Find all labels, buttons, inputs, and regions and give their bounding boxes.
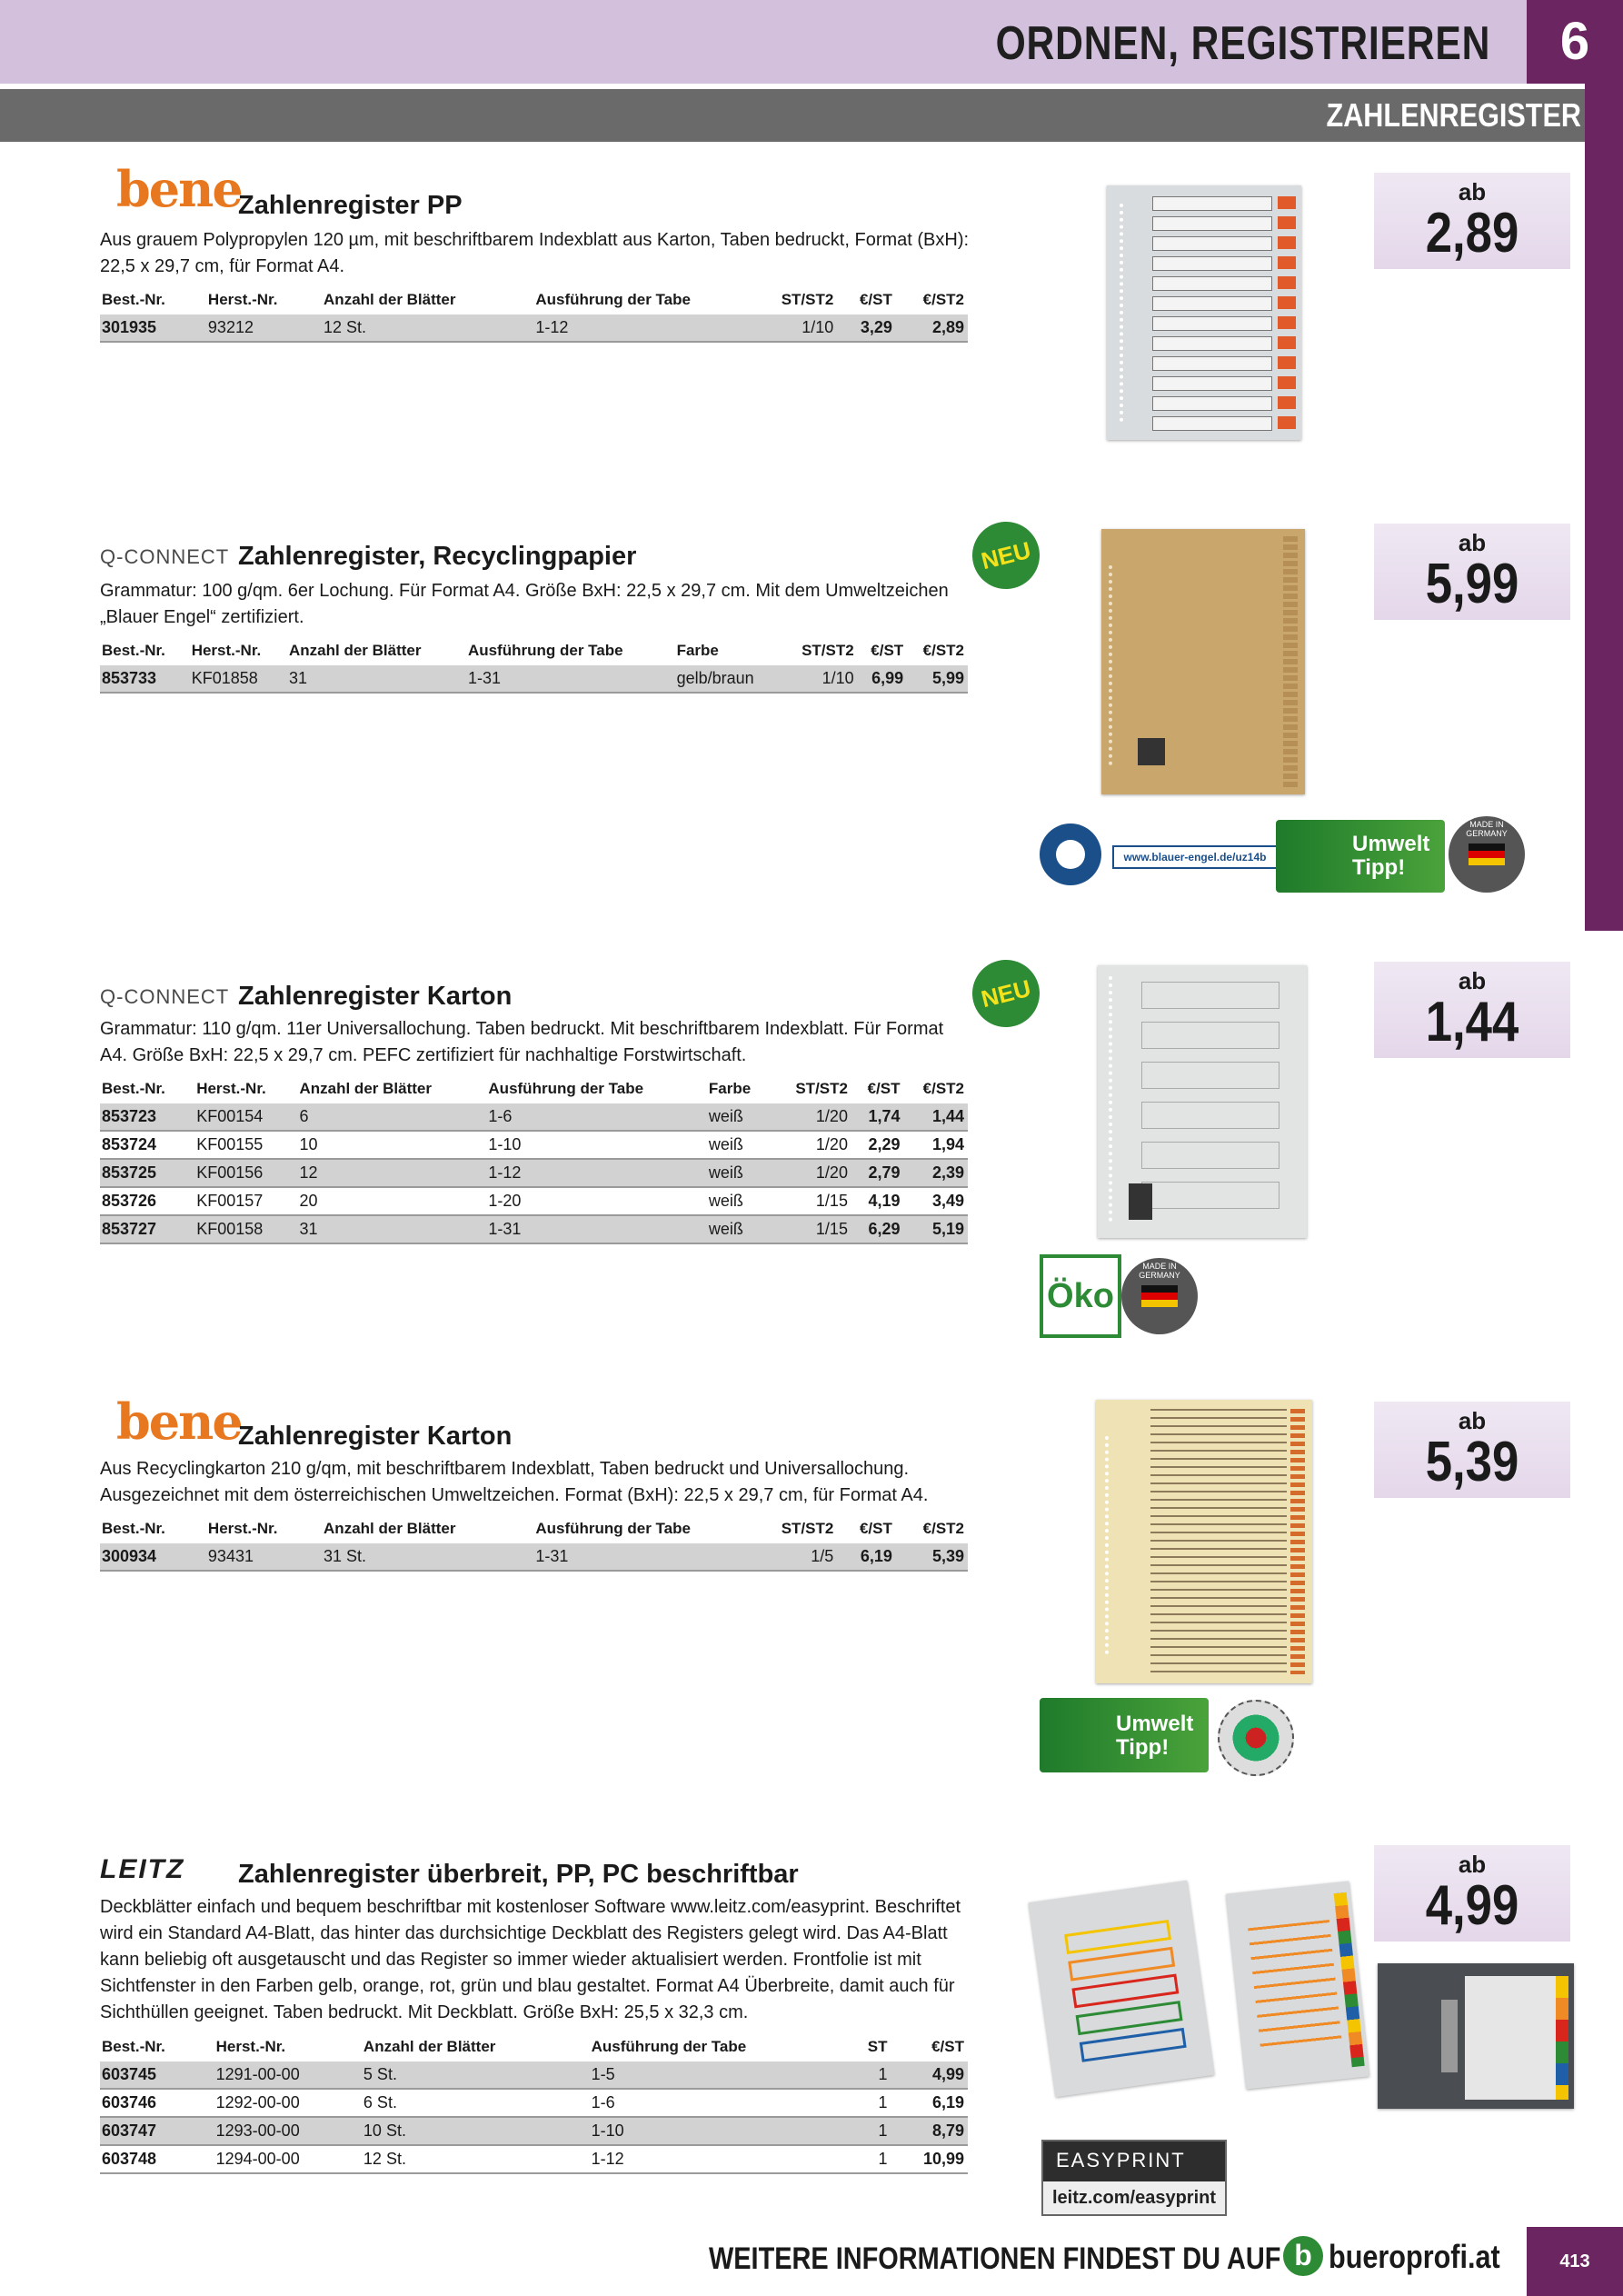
pack-unit: 1/20 — [772, 1159, 851, 1187]
order-number: 853725 — [100, 1159, 194, 1187]
manufacturer-number: 93431 — [206, 1543, 322, 1571]
col-header: Anzahl der Blätter — [299, 1080, 432, 1097]
sheet-count: 10 — [297, 1131, 486, 1159]
product-table — [100, 1078, 968, 1244]
product-title: Zahlenregister, Recyclingpapier — [238, 542, 637, 571]
product-image-register-recycling — [1101, 529, 1305, 794]
price-per-unit: 1,74 — [851, 1103, 904, 1131]
col-header: Ausführung der Tabe — [535, 291, 691, 308]
tab-range: 1-12 — [533, 314, 748, 342]
umwelt-tipp-text: Umwelt Tipp! — [1352, 832, 1430, 880]
sheet-count: 6 St. — [362, 2089, 590, 2117]
product-table — [100, 2036, 968, 2174]
manufacturer-number: KF00156 — [194, 1159, 297, 1187]
col-header: Anzahl der Blätter — [324, 291, 456, 308]
table-row — [100, 1103, 968, 1131]
manufacturer-number: KF00158 — [194, 1215, 297, 1243]
tab-range: 1-6 — [590, 2089, 850, 2117]
product-title: Zahlenregister Karton — [238, 982, 513, 1011]
tab-range: 1-6 — [486, 1103, 706, 1131]
manufacturer-number: KF01858 — [190, 665, 287, 693]
subsection-title: ZAHLENREGISTER — [1326, 96, 1581, 134]
pack-unit: 1/10 — [782, 665, 858, 693]
col-header: Herst.-Nr. — [196, 1080, 266, 1097]
col-header: €/ST2 — [922, 1520, 964, 1537]
col-header: €/ST2 — [922, 642, 964, 659]
pack-unit: 1/20 — [772, 1131, 851, 1159]
footer-url[interactable]: bueroprofi.at — [1329, 2238, 1500, 2275]
order-number: 853727 — [100, 1215, 194, 1243]
color: weiß — [707, 1131, 772, 1159]
price-per-unit: 6,99 — [858, 665, 907, 693]
col-header: Ausführung der Tabe — [591, 2038, 747, 2055]
col-header: Anzahl der Blätter — [324, 1520, 456, 1537]
col-header: Best.-Nr. — [102, 291, 165, 308]
table-row — [100, 2089, 968, 2117]
pack-unit: 1/10 — [748, 314, 837, 342]
col-header: ST/ST2 — [795, 1080, 848, 1097]
price-per-pack: 1,44 — [903, 1103, 968, 1131]
order-number: 300934 — [100, 1543, 206, 1571]
price-value: 1,44 — [1425, 991, 1519, 1053]
sheet-count: 10 St. — [362, 2117, 590, 2145]
brand-logo-qconnect: Q-CONNECT — [100, 985, 230, 1008]
pack-unit: 1 — [850, 2117, 891, 2145]
product-table — [100, 640, 968, 694]
price-per-unit: 4,99 — [891, 2061, 968, 2089]
col-header: Herst.-Nr. — [215, 2038, 286, 2055]
price-per-unit: 2,79 — [851, 1159, 904, 1187]
new-badge: NEU — [965, 953, 1047, 1034]
price-per-unit: 8,79 — [891, 2117, 968, 2145]
sheet-count: 12 St. — [322, 314, 533, 342]
col-header: Ausführung der Tabe — [488, 1080, 644, 1097]
sheet-count: 31 — [297, 1215, 486, 1243]
sheet-count: 12 St. — [362, 2145, 590, 2173]
price-prefix: ab — [1458, 529, 1487, 556]
col-header: Best.-Nr. — [102, 1080, 165, 1097]
price-value: 2,89 — [1425, 202, 1519, 265]
price-per-pack: 1,94 — [903, 1131, 968, 1159]
easyprint-badge — [1041, 2140, 1227, 2216]
product-image-leitz-register-12 — [1226, 1881, 1369, 2089]
price-per-pack: 2,89 — [896, 314, 968, 342]
product-description: Aus Recyclingkarton 210 g/qm, mit beschriftbarem Indexblatt, Taben bedruckt und Universallochung. Ausgezeichnet mit dem österreichischen Umweltzeichen. Format (BxH): 22,5 x 29,7 cm, für Format A4. — [100, 1459, 929, 1505]
chapter-side-bar — [1585, 84, 1623, 931]
product-description: Grammatur: 110 g/qm. 11er Universallochung. Taben bedruckt. Mit beschriftbarem Indexblatt. Für Format A4. Größe BxH: 22,5 x 29,7 cm. PEFC zertifiziert für nachhaltige Forstwirtschaft. — [100, 1019, 944, 1065]
tab-range: 1-31 — [486, 1215, 706, 1243]
order-number: 603747 — [100, 2117, 214, 2145]
pack-unit: 1/15 — [772, 1187, 851, 1215]
order-number: 853726 — [100, 1187, 194, 1215]
made-in-germany-text: MADE IN GERMANY — [1139, 1262, 1180, 1280]
blauer-engel-url: www.blauer-engel.de/uz14b — [1112, 845, 1278, 869]
price-per-unit: 2,29 — [851, 1131, 904, 1159]
brand-logo-bene: bene — [116, 160, 242, 218]
price-per-pack: 3,49 — [903, 1187, 968, 1215]
manufacturer-number: KF00154 — [194, 1103, 297, 1131]
pack-unit: 1/20 — [772, 1103, 851, 1131]
col-header: €/ST — [859, 1520, 892, 1537]
made-in-germany-icon — [1449, 816, 1525, 893]
blauer-engel-icon — [1040, 824, 1101, 885]
price-box — [1374, 1402, 1570, 1498]
price-prefix: ab — [1458, 1851, 1487, 1878]
made-in-germany-text: MADE IN GERMANY — [1466, 820, 1508, 838]
price-value: 5,99 — [1425, 553, 1519, 615]
easyprint-url: leitz.com/easyprint — [1043, 2181, 1225, 2214]
price-per-unit: 3,29 — [837, 314, 896, 342]
price-prefix: ab — [1458, 967, 1487, 994]
umwelt-tipp-badge — [1040, 1698, 1209, 1772]
table-row — [100, 1131, 968, 1159]
product-table — [100, 1518, 968, 1572]
tab-range: 1-31 — [533, 1543, 748, 1571]
order-number: 603748 — [100, 2145, 214, 2173]
umwelt-tipp-badge — [1276, 820, 1445, 893]
price-box — [1374, 524, 1570, 620]
page-number: 413 — [1527, 2227, 1623, 2296]
manufacturer-number: 93212 — [206, 314, 322, 342]
tab-range: 1-12 — [486, 1159, 706, 1187]
order-number: 853723 — [100, 1103, 194, 1131]
new-badge: NEU — [965, 514, 1047, 596]
bueroprofi-logo-icon: b — [1283, 2236, 1323, 2276]
price-per-unit: 6,19 — [891, 2089, 968, 2117]
product-title: Zahlenregister Karton — [238, 1422, 513, 1451]
table-row — [100, 665, 968, 693]
table-row — [100, 2117, 968, 2145]
col-header: ST — [867, 2038, 888, 2055]
tab-range: 1-31 — [466, 665, 675, 693]
manufacturer-number: 1293-00-00 — [214, 2117, 362, 2145]
price-per-unit: 6,19 — [837, 1543, 896, 1571]
price-box — [1374, 173, 1570, 269]
order-number: 301935 — [100, 314, 206, 342]
brand-logo-bene: bene — [116, 1393, 242, 1451]
col-header: €/ST2 — [922, 291, 964, 308]
color: weiß — [707, 1103, 772, 1131]
manufacturer-number: 1291-00-00 — [214, 2061, 362, 2089]
product-image-leitz-register-5 — [1029, 1881, 1214, 2097]
col-header: Ausführung der Tabe — [535, 1520, 691, 1537]
product-title: Zahlenregister PP — [238, 191, 463, 220]
col-header: Best.-Nr. — [102, 1520, 165, 1537]
made-in-germany-icon — [1121, 1258, 1198, 1334]
pack-unit: 1 — [850, 2145, 891, 2173]
col-header: ST/ST2 — [781, 1520, 834, 1537]
price-per-unit: 10,99 — [891, 2145, 968, 2173]
price-per-unit: 6,29 — [851, 1215, 904, 1243]
product-description: Aus grauem Polypropylen 120 µm, mit beschriftbarem Indexblatt aus Karton, Taben bedruckt, Format (BxH): 22,5 x 29,7 cm, für Format A4. — [100, 230, 970, 276]
table-row — [100, 1215, 968, 1243]
tab-range: 1-10 — [486, 1131, 706, 1159]
col-header: €/ST — [867, 1080, 901, 1097]
sheet-count: 6 — [297, 1103, 486, 1131]
product-image-register-bene-karton — [1096, 1400, 1312, 1683]
sheet-count: 12 — [297, 1159, 486, 1187]
col-header: Farbe — [676, 642, 719, 659]
tab-range: 1-5 — [590, 2061, 850, 2089]
brand-logo-leitz: LEITZ — [100, 1854, 185, 1884]
price-prefix: ab — [1458, 1407, 1487, 1434]
price-box — [1374, 1845, 1570, 1942]
color: weiß — [707, 1187, 772, 1215]
order-number: 853733 — [100, 665, 190, 693]
sheet-count: 5 St. — [362, 2061, 590, 2089]
color: weiß — [707, 1159, 772, 1187]
col-header: €/ST — [871, 642, 904, 659]
brand-logo-qconnect: Q-CONNECT — [100, 545, 230, 568]
pack-unit: 1/5 — [748, 1543, 837, 1571]
pack-unit: 1 — [850, 2089, 891, 2117]
price-per-unit: 4,19 — [851, 1187, 904, 1215]
col-header: Farbe — [708, 1080, 752, 1097]
col-header: Anzahl der Blätter — [289, 642, 422, 659]
col-header: €/ST — [859, 291, 892, 308]
section-title: ORDNEN, REGISTRIEREN — [995, 17, 1490, 70]
col-header: ST/ST2 — [802, 642, 854, 659]
product-description: Deckblätter einfach und bequem beschriftbar mit kostenloser Software www.leitz.com/easyprint. Beschriftet wird ein Standard A4-Blatt, das hinter das durchsichtige Deckblatt des Registers gelegt wird. Das A4-Blatt kann beliebig oft ausgetauscht und das Register so immer wieder aktualisiert werden. Frontfolie ist mit Sichtfenster in den Farben gelb, orange, rot, grün und blau gestaltet. Format A4 Überbreite, damit auch für Sichthüllen geeignet. Taben bedruckt. Mit Deckblatt. Größe BxH: 25,5 x 32,3 cm. — [100, 1897, 961, 2022]
price-per-pack: 5,99 — [907, 665, 968, 693]
col-header: Best.-Nr. — [102, 642, 165, 659]
pack-unit: 1 — [850, 2061, 891, 2089]
table-row — [100, 2145, 968, 2173]
table-row — [100, 1159, 968, 1187]
price-per-pack: 2,39 — [903, 1159, 968, 1187]
table-row — [100, 1187, 968, 1215]
chapter-number: 6 — [1527, 0, 1623, 84]
color: weiß — [707, 1215, 772, 1243]
price-per-pack: 5,19 — [903, 1215, 968, 1243]
table-row — [100, 1543, 968, 1571]
col-header: Herst.-Nr. — [191, 642, 262, 659]
price-value: 4,99 — [1425, 1874, 1519, 1937]
easyprint-label: EASYPRINT — [1056, 2149, 1186, 2171]
footer-text: WEITERE INFORMATIONEN FINDEST DU AUF — [709, 2241, 1281, 2276]
col-header: Anzahl der Blätter — [363, 2038, 496, 2055]
table-row — [100, 314, 968, 342]
tab-range: 1-10 — [590, 2117, 850, 2145]
manufacturer-number: KF00157 — [194, 1187, 297, 1215]
manufacturer-number: 1294-00-00 — [214, 2145, 362, 2173]
price-prefix: ab — [1458, 178, 1487, 205]
tab-range: 1-20 — [486, 1187, 706, 1215]
color: gelb/braun — [675, 665, 782, 693]
sheet-count: 31 St. — [322, 1543, 533, 1571]
sheet-count: 31 — [287, 665, 466, 693]
price-value: 5,39 — [1425, 1431, 1519, 1493]
col-header: €/ST — [931, 2038, 964, 2055]
oeko-badge: Öko — [1040, 1254, 1121, 1338]
product-image-register-pp — [1107, 185, 1301, 440]
product-description: Grammatur: 100 g/qm. 6er Lochung. Für Format A4. Größe BxH: 22,5 x 29,7 cm. Mit dem Umweltzeichen „Blauer Engel“ zertifiziert. — [100, 581, 949, 627]
order-number: 603745 — [100, 2061, 214, 2089]
umweltzeichen-icon — [1218, 1700, 1294, 1776]
product-image-leitz-binder — [1378, 1963, 1574, 2109]
table-row — [100, 2061, 968, 2089]
price-per-pack: 5,39 — [896, 1543, 968, 1571]
order-number: 603746 — [100, 2089, 214, 2117]
price-box — [1374, 962, 1570, 1058]
col-header: €/ST2 — [922, 1080, 964, 1097]
umwelt-tipp-text: Umwelt Tipp! — [1116, 1712, 1194, 1760]
pack-unit: 1/15 — [772, 1215, 851, 1243]
tab-range: 1-12 — [590, 2145, 850, 2173]
product-image-register-karton — [1098, 965, 1307, 1238]
order-number: 853724 — [100, 1131, 194, 1159]
col-header: Herst.-Nr. — [207, 1520, 278, 1537]
col-header: ST/ST2 — [781, 291, 834, 308]
col-header: Herst.-Nr. — [207, 291, 278, 308]
manufacturer-number: 1292-00-00 — [214, 2089, 362, 2117]
manufacturer-number: KF00155 — [194, 1131, 297, 1159]
product-title: Zahlenregister überbreit, PP, PC beschriftbar — [238, 1860, 799, 1889]
sheet-count: 20 — [297, 1187, 486, 1215]
col-header: Best.-Nr. — [102, 2038, 165, 2055]
col-header: Ausführung der Tabe — [467, 642, 623, 659]
product-table — [100, 289, 968, 343]
